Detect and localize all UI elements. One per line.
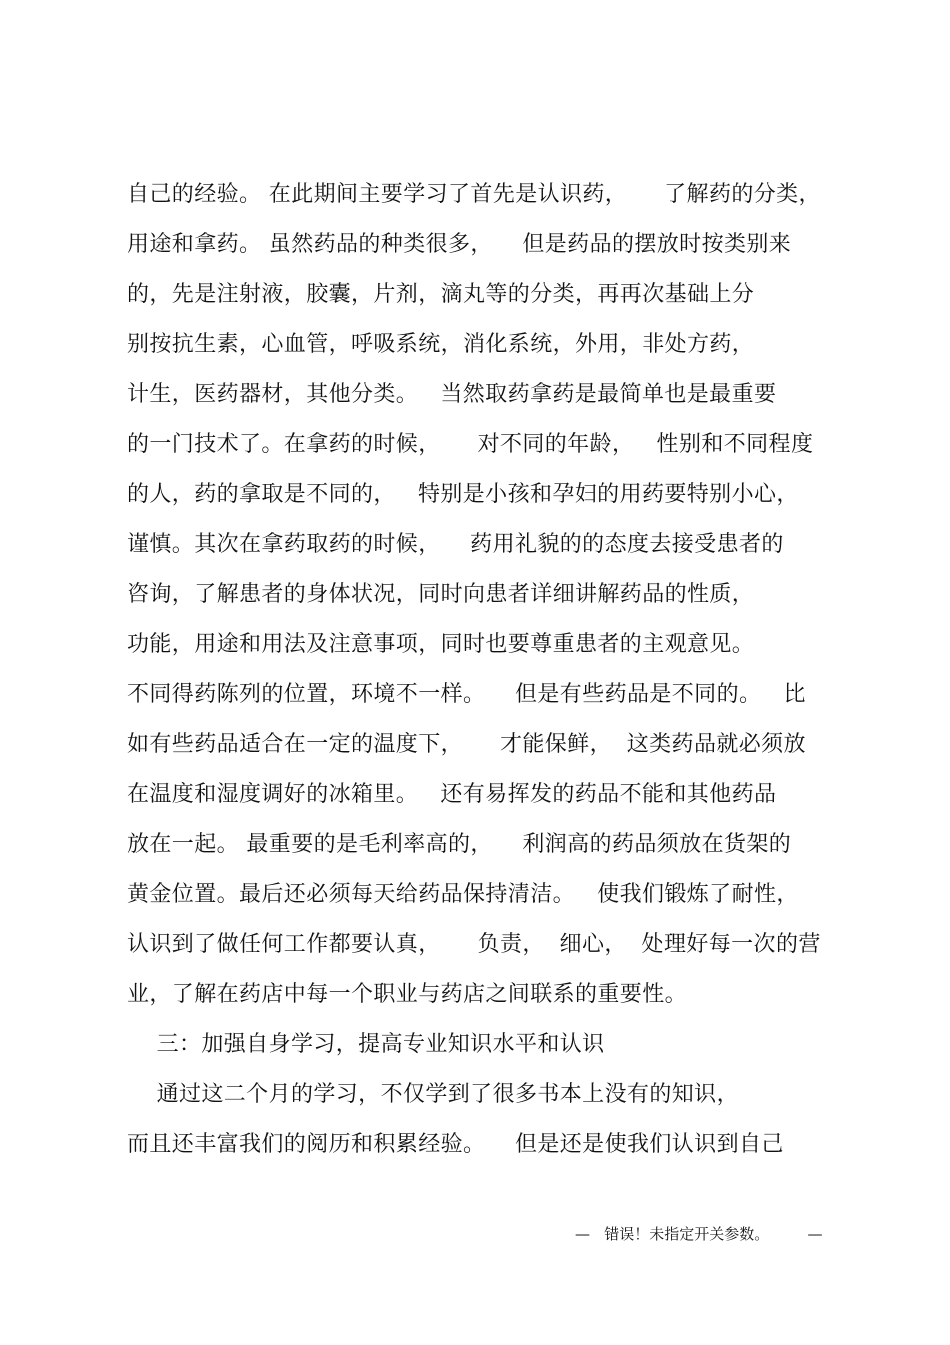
text-line: 业，了解在药店中每一个职业与药店之间联系的重要性。 <box>127 982 688 1007</box>
section-heading: 三：加强自身学习，提高专业知识水平和认识 <box>127 1032 605 1057</box>
text-line: 的，先是注射液，胶囊，片剂，滴丸等的分类，再再次基础上分 <box>127 282 755 307</box>
text-line: 而且还丰富我们的阅历和积累经验。 但是还是使我们认识到自己 <box>127 1132 784 1157</box>
text-line: 的一门技术了。在拿药的时候， 对不同的年龄， 性别和不同程度 <box>127 432 814 457</box>
text-line: 别按抗生素，心血管，呼吸系统，消化系统，外用，非处方药， <box>127 332 755 357</box>
text-line: 认识到了做任何工作都要认真， 负责， 细心， 处理好每一次的营 <box>127 932 821 957</box>
text-line: 计生，医药器材，其他分类。 当然取药拿药是最简单也是最重要 <box>127 382 777 407</box>
text-line: 在温度和湿度调好的冰箱里。 还有易挥发的药品不能和其他药品 <box>127 782 777 807</box>
text-line: 功能，用途和用法及注意事项，同时也要尊重患者的主观意见。 <box>127 632 755 657</box>
page-footer: — 错误！未指定开关参数。 — <box>575 1225 823 1243</box>
text-line: 咨询，了解患者的身体状况，同时向患者详细讲解药品的性质， <box>127 582 755 607</box>
text-line: 谨慎。其次在拿药取药的时候， 药用礼貌的的态度去接受患者的 <box>127 532 784 557</box>
text-line: 放在一起。 最重要的是毛利率高的， 利润高的药品须放在货架的 <box>127 832 792 857</box>
text-line: 不同得药陈列的位置，环境不一样。 但是有些药品是不同的。 比 <box>127 682 806 707</box>
text-line: 如有些药品适合在一定的温度下， 才能保鲜， 这类药品就必须放 <box>127 732 806 757</box>
text-line: 用途和拿药。 虽然药品的种类很多， 但是药品的摆放时按类别来 <box>127 232 792 257</box>
text-line: 通过这二个月的学习，不仅学到了很多书本上没有的知识， <box>127 1082 739 1107</box>
text-line: 自己的经验。 在此期间主要学习了首先是认识药， 了解药的分类， <box>127 182 821 207</box>
text-line: 的人，药的拿取是不同的， 特别是小孩和孕妇的用药要特别小心， <box>127 482 799 507</box>
text-line: 黄金位置。最后还必须每天给药品保持清洁。 使我们锻炼了耐性， <box>127 882 799 907</box>
